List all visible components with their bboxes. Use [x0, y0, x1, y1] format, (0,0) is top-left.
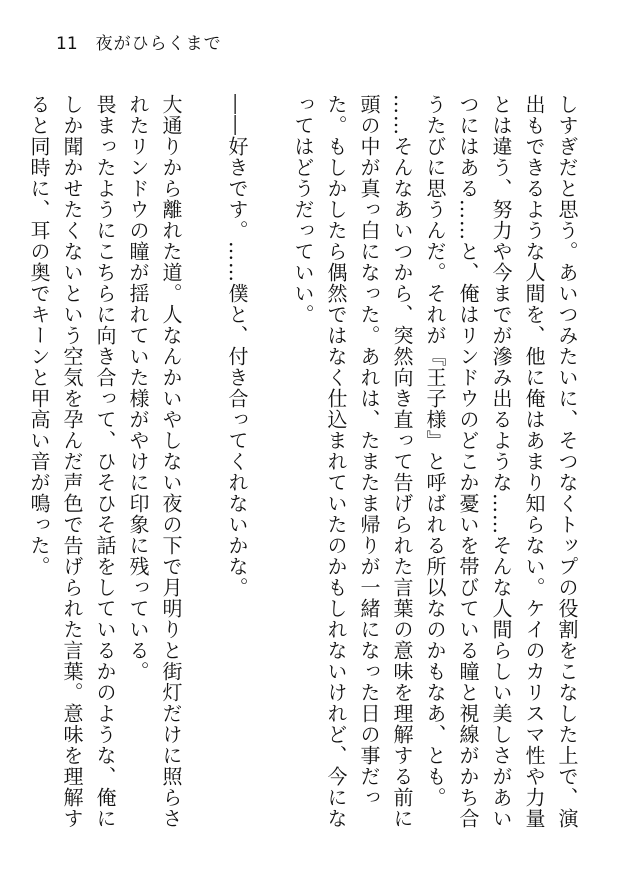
- blank-line-2: [187, 94, 220, 829]
- paragraph-4: 畏まったようにこちらに向き合って、ひそひそ話をしているかのような、俺にしか聞かせたくないという空気を孕んだ声色で告げられた言葉。意味を理解すると同時に、耳の奥でキーンと甲高い音が鳴った。: [27, 94, 117, 829]
- paragraph-1: しすぎだと思う。あいつみたいに、そつなくトップの役割をこなした上で、演出もできるような人間を、他に俺はあまり知らない。ケイのカリスマ性や力量とは違う、努力や今までが滲み出るような……そんな人間らしい美しさがあいつにはある……と、俺はリンドウのどこか憂いを帯びている瞳と視線がかち合うたびに思うんだ。それが『王子様』と呼ばれる所以なのかもなあ、とも。: [423, 94, 579, 829]
- page-header: [56, 30, 222, 58]
- paragraph-3: 大通りから離れた道。人なんかいやしない夜の下で月明りと街灯だけに照らされたリンドウの瞳が揺れていた様がやけに印象に残っている。: [126, 94, 183, 829]
- blank-line-1: [253, 94, 286, 829]
- page-number: 11: [56, 33, 78, 54]
- vertical-body-text: [27, 94, 583, 829]
- paragraph-2: ……そんなあいつから、突然向き直って告げられた言葉の意味を理解する前に頭の中が真っ白になった。あれは、たまたま帰りが一緒になった日の事だった。もしかしたら偶然ではなく仕込まれていたのかもしれないけれど、今になってはどうだっていい。: [291, 94, 414, 829]
- chapter-title: 夜がひらくまで: [95, 33, 222, 54]
- dialogue-line: ――好きです。……僕と、付き合ってくれないかな。: [225, 94, 249, 598]
